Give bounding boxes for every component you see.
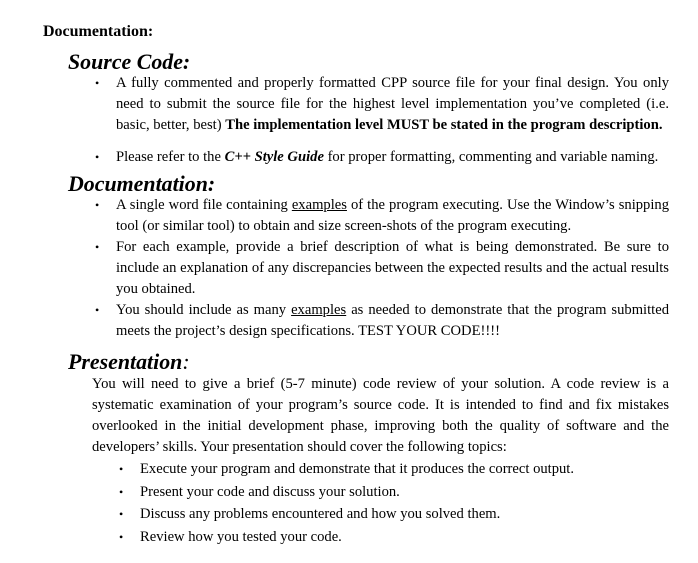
list-item [119, 504, 669, 525]
source-bullet-1-text: A fully commented and properly formatted CPP source file for your final design. You only need to submit the source file for the highest level implementation you’ve completed (i.e. basic, better, best) [116, 75, 669, 133]
style-guide-reference: C++ Style Guide [224, 149, 324, 165]
presentation-heading-colon: : [182, 349, 190, 374]
topic-text: Review how you tested your code. [140, 528, 342, 545]
source-code-heading: Source Code: [68, 49, 191, 74]
source-bullet-2-pre: Please refer to the [116, 149, 225, 165]
bullet-icon: • [119, 507, 124, 521]
bullet-icon: • [95, 303, 100, 317]
source-code-list [95, 73, 669, 168]
source-bullet-2-post: for proper formatting, commenting and variable naming. [323, 149, 659, 165]
topic-text: Execute your program and demonstrate that it produces the correct output. [140, 461, 575, 477]
list-item [95, 147, 669, 168]
doc-bullet-1-pre: A single word file containing [116, 197, 292, 213]
presentation-heading-text: Presentation [68, 349, 183, 374]
documentation-heading: Documentation: [68, 171, 216, 196]
doc-bullet-2-text: For each example, provide a brief description of what is being demonstrated. Be sure to include an explanation of any discrepancies between the expected results and the actual results you obtained. [116, 239, 669, 297]
bullet-icon: • [95, 150, 100, 164]
bullet-icon: • [95, 198, 100, 212]
presentation-paragraph: You will need to give a brief (5-7 minute) code review of your solution. A code review is a systematic examination of your program’s source code. It is intended to find and fix mistakes overlooked in the initial development phase, improving both the quality of software and the developers’ skills. Your presentation should cover the following topics: [92, 376, 669, 455]
doc-bullet-3-pre: You should include as many [116, 302, 292, 318]
bullet-icon: • [119, 529, 124, 544]
source-bullet-1-bold: The implementation level MUST be stated in the program description. [225, 117, 663, 133]
bullet-icon: • [119, 484, 124, 499]
presentation-topics-list [119, 459, 669, 548]
bullet-icon: • [119, 462, 124, 476]
page-title: Documentation: [43, 23, 154, 40]
list-item [95, 300, 669, 342]
bullet-icon: • [95, 240, 100, 254]
list-item [95, 237, 669, 300]
list-item [119, 482, 669, 503]
examples-underlined: examples [291, 302, 347, 318]
doc-bullet-3-post: as needed to demonstrate that the program submitted meets the project’s design specifications. TEST YOUR CODE!!!! [116, 302, 669, 339]
list-item [119, 459, 669, 480]
bullet-icon: • [95, 76, 100, 90]
examples-underlined: examples [291, 197, 347, 213]
doc-bullet-1-post: of the program executing. Use the Window’s snipping tool (or similar tool) to obtain and size screen-shots of the program executing. [116, 197, 669, 234]
topic-text: Discuss any problems encountered and how you solved them. [140, 506, 501, 522]
list-item [95, 73, 669, 136]
list-item [119, 527, 669, 548]
topic-text: Present your code and discuss your solution. [140, 483, 400, 500]
presentation-heading [68, 349, 190, 374]
documentation-list [95, 195, 669, 342]
list-item [95, 195, 669, 237]
